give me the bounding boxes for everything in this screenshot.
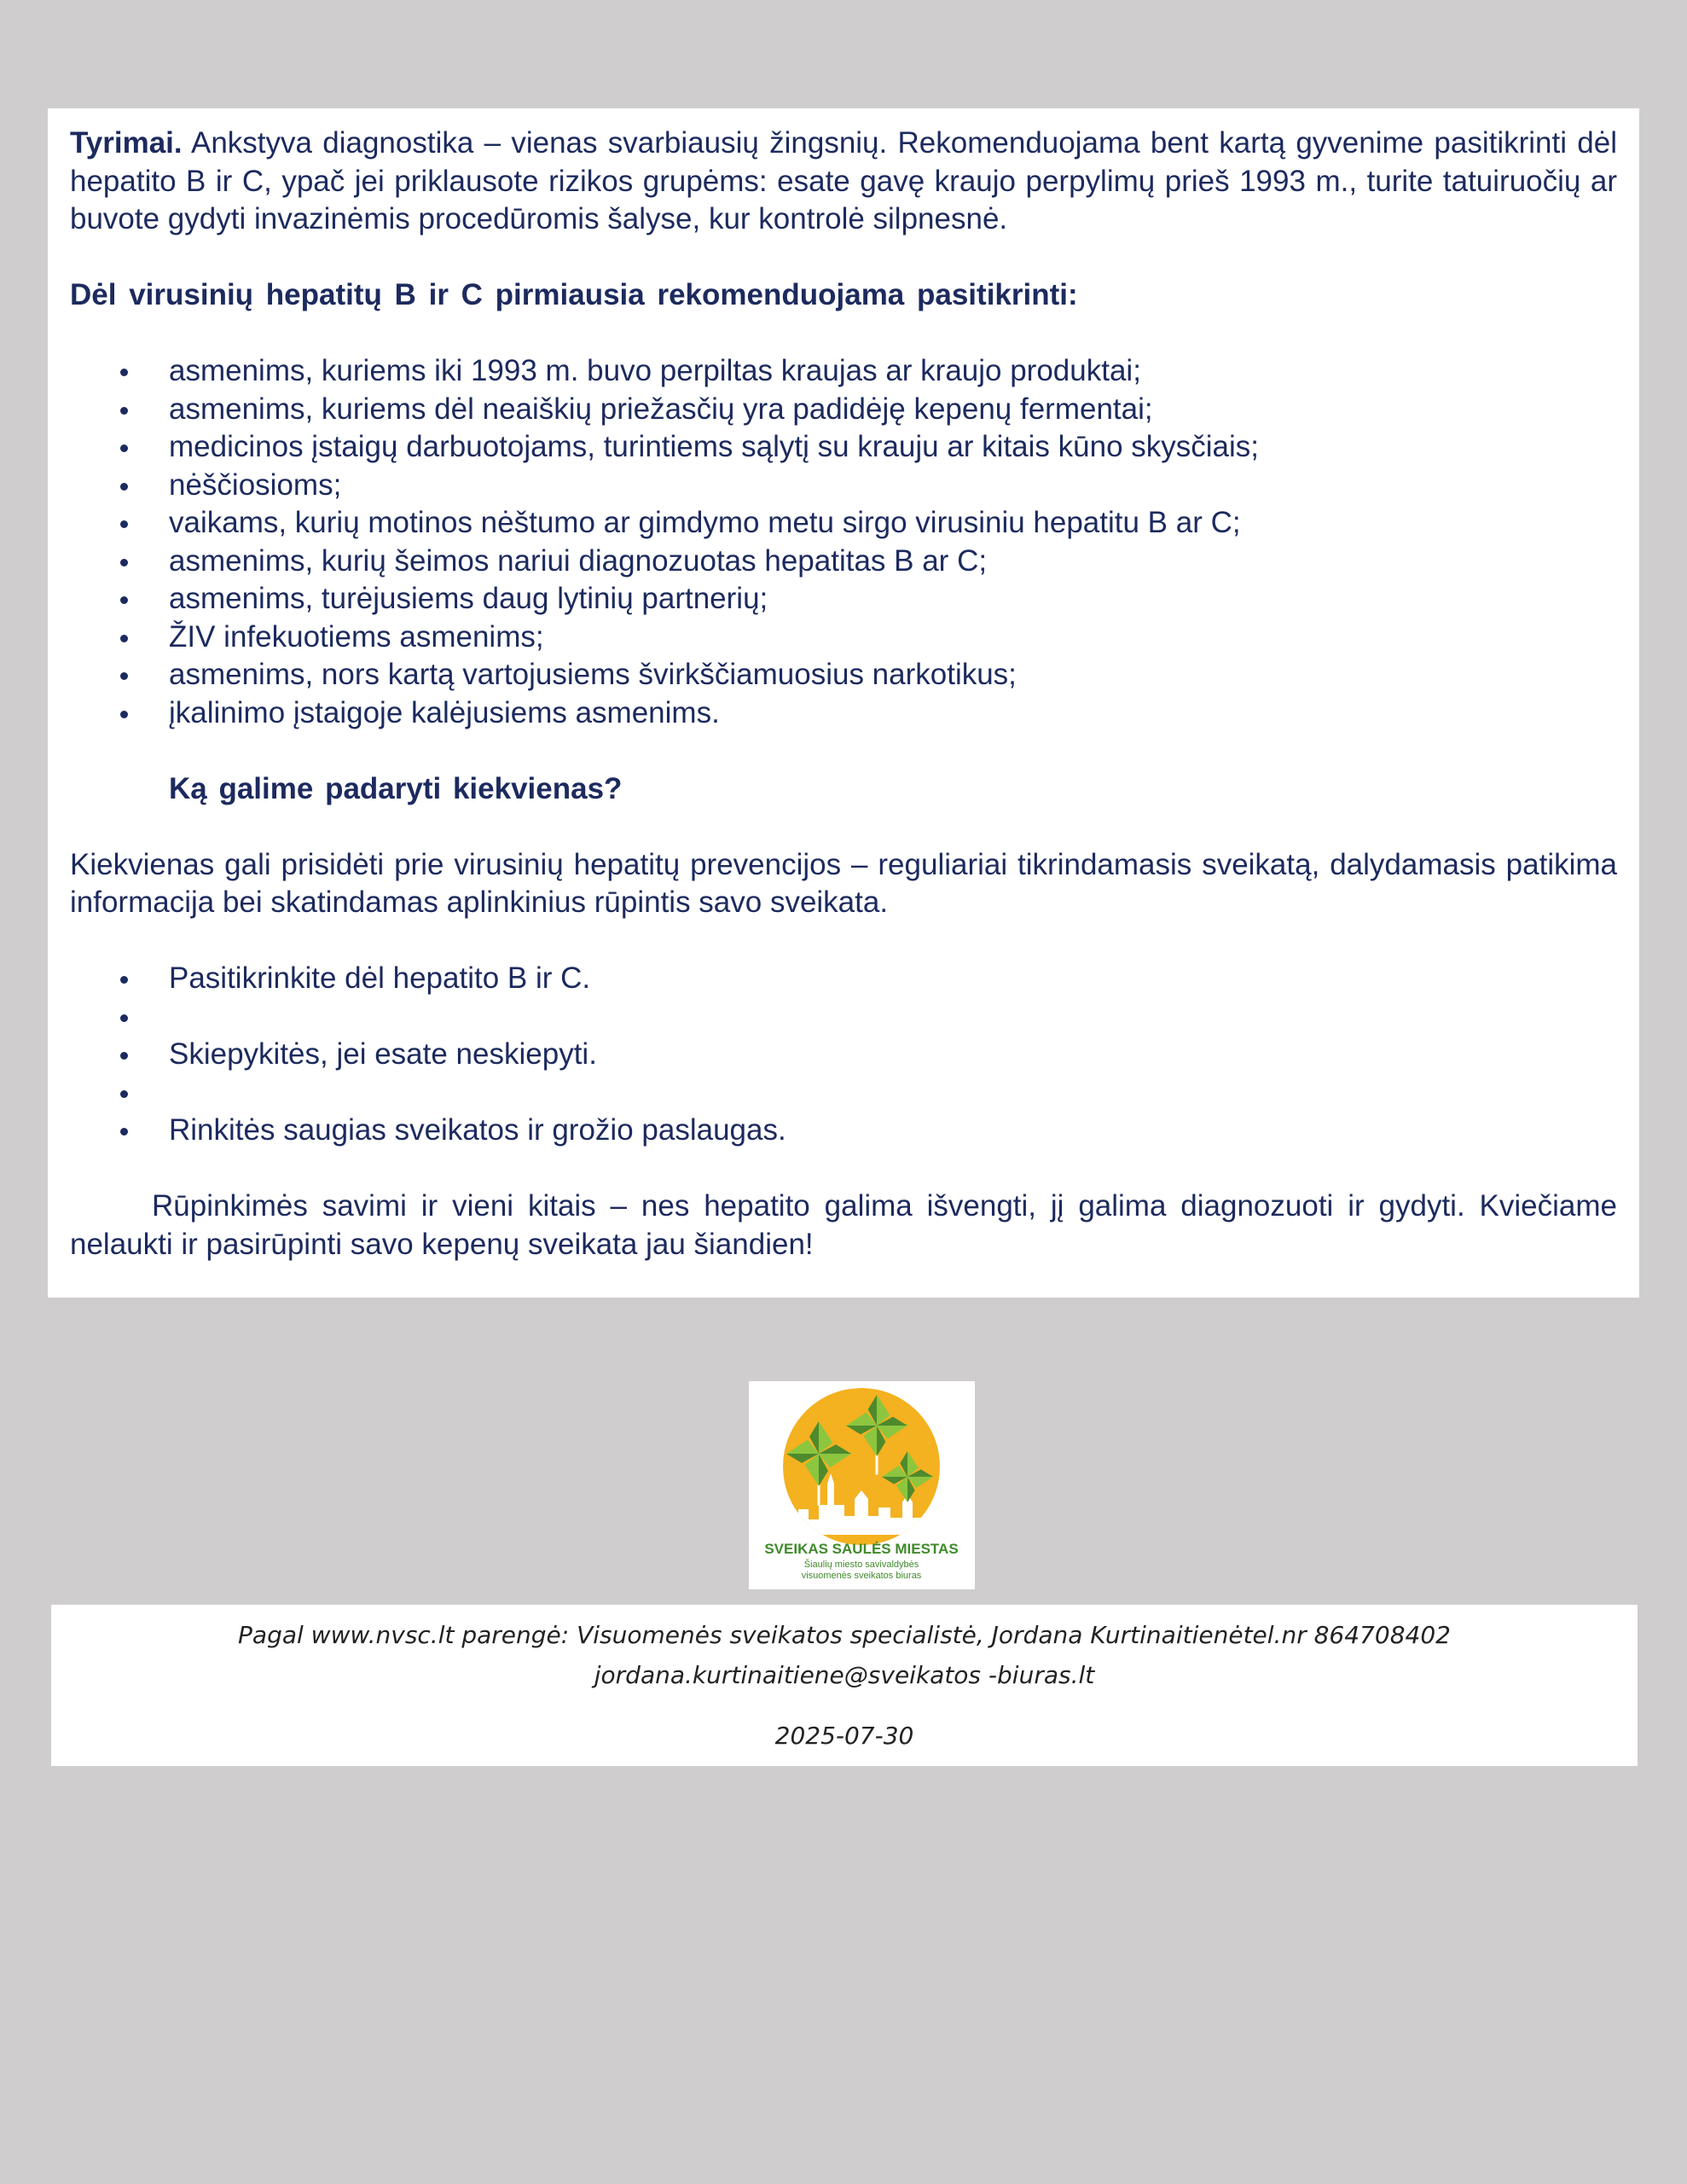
list-item: medicinos įstaigų darbuotojams, turintiems sąlytį su krauju ar kitais kūno skysčiais; xyxy=(70,428,1617,467)
closing-paragraph: Rūpinkimės savimi ir vieni kitais – nes hepatito galima išvengti, jį galima diagnozuoti ir gydyti. Kviečiame nelaukti ir pasirūpinti savo kepenų sveikata jau šiandien! xyxy=(70,1189,1617,1261)
list-item: asmenims, nors kartą vartojusiems švirkščiamuosius narkotikus; xyxy=(70,656,1617,694)
list-item: Pasitikrinkite dėl hepatito B ir C. xyxy=(70,960,1617,998)
article-content xyxy=(48,108,1639,1298)
list-item: Skiepykitės, jei esate neskiepyti. xyxy=(70,1036,1617,1074)
list-item: asmenims, kuriems dėl neaiškių priežasčių yra padidėję kepenų fermentai; xyxy=(70,391,1617,429)
logo-title: SVEIKAS SAULĖS MIESTAS xyxy=(764,1541,959,1557)
list-item: ŽIV infekuotiems asmenims; xyxy=(70,619,1617,657)
logo-subtitle-line1: Šiaulių miesto savivaldybės xyxy=(803,1560,919,1570)
list-item: asmenims, kuriems iki 1993 m. buvo perpiltas kraujas ar kraujo produktai; xyxy=(70,352,1617,391)
logo-subtitle-line2: visuomenės sveikatos biuras xyxy=(801,1571,922,1581)
list-item: Rinkitės saugias sveikatos ir grožio paslaugas. xyxy=(70,1112,1617,1150)
sun-pinwheel-logo-icon xyxy=(749,1381,975,1589)
intro-lead: Tyrimai. xyxy=(70,126,183,160)
intro-text: Ankstyva diagnostika – vienas svarbiausių žingsnių. Rekomenduojama bent kartą gyvenime pasitikrinti dėl hepatito B ir C, ypač jei priklausote rizikos grupėms: esate gavę kraujo perpylimų prieš 1993 m., turite tatuiruočių ar buvote gydyti invazinėmis procedūromis šalyse, kur kontrolė silpnesnė. xyxy=(70,126,1617,235)
list-item: įkalinimo įstaigoje kalėjusiems asmenims. xyxy=(70,694,1617,733)
action-paragraph: Kiekvienas gali prisidėti prie virusinių hepatitų prevencijos – reguliariai tikrindamasis sveikatą, dalydamasis patikima informacija bei skatindamas aplinkinius rūpintis savo sveikata. xyxy=(70,847,1617,919)
footer-date: 2025-07-30 xyxy=(774,1722,914,1750)
list-item: vaikams, kurių motinos nėštumo ar gimdymo metu sirgo virusiniu hepatitu B ar C; xyxy=(70,504,1617,543)
risk-group-list xyxy=(70,352,1617,732)
footer-credit: Pagal www.nvsc.lt parengė: Visuomenės sveikatos specialistė, Jordana Kurtinaitienėtel.nr 864708402 jordana.kurtinaitiene@sveikatos -biuras.lt xyxy=(238,1621,1451,1689)
intro-paragraph xyxy=(70,125,1617,239)
footer xyxy=(51,1605,1638,1766)
organization-logo xyxy=(749,1381,975,1589)
action-heading: Ką galime padaryti kiekvienas? xyxy=(169,771,623,805)
list-item: asmenims, turėjusiems daug lytinių partnerių; xyxy=(70,580,1617,619)
action-list xyxy=(70,960,1617,1150)
risk-heading: Dėl virusinių hepatitų B ir C pirmiausia rekomenduojama pasitikrinti: xyxy=(70,278,1078,311)
list-item: nėščiosioms; xyxy=(70,467,1617,505)
list-item: asmenims, kurių šeimos nariui diagnozuotas hepatitas B ar C; xyxy=(70,543,1617,581)
